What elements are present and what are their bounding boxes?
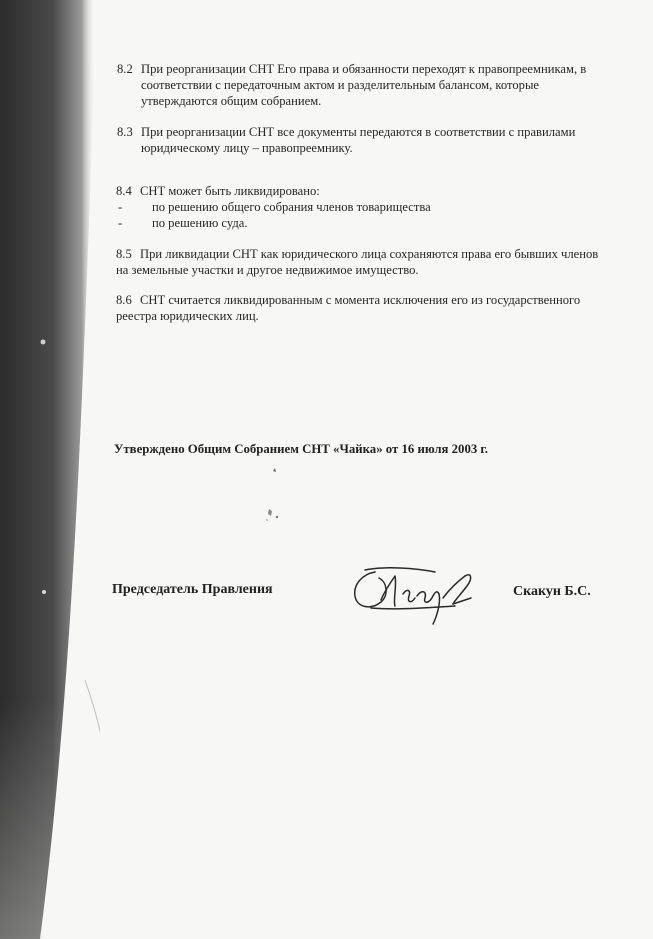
section-text-line: При ликвидации СНТ как юридического лица сохраняются права его бывших членов: [140, 247, 599, 261]
list-dash: -: [118, 200, 123, 214]
section-text-line: СНТ считается ликвидированным с момента исключения его из государственного: [140, 293, 581, 307]
handwritten-signature: [345, 560, 505, 630]
section-text-line: При реорганизации СНТ Его права и обязанности переходят к правопреемникам, в: [141, 62, 587, 76]
signatory-title: Председатель Правления: [112, 582, 273, 597]
section-text-line: на земельные участки и другое недвижимое имущество.: [116, 263, 419, 277]
section-8-3: [117, 124, 575, 156]
list-item: [116, 199, 431, 215]
list-item: [116, 215, 431, 231]
section-text-line: соответствии с передаточным актом и разделительным балансом, которые: [141, 78, 539, 92]
section-8-6: [116, 292, 580, 324]
section-number: 8.4: [116, 184, 132, 198]
scan-specks: [255, 465, 295, 535]
section-intro: СНТ может быть ликвидировано:: [140, 184, 320, 198]
section-text-line: юридическому лицу – правопреемнику.: [141, 141, 353, 155]
section-number: 8.5: [116, 247, 132, 261]
section-8-2: [117, 61, 586, 109]
section-number: 8.6: [116, 293, 132, 307]
section-8-4: [116, 183, 431, 231]
signatory-name: Скакун Б.С.: [513, 584, 591, 599]
list-dash: -: [118, 216, 123, 230]
section-number: 8.3: [117, 125, 133, 139]
list-item-text: по решению суда.: [152, 216, 248, 230]
list-item-text: по решению общего собрания членов товарищества: [152, 200, 431, 214]
section-text-line: реестра юридических лиц.: [116, 309, 259, 323]
scan-shadow: [0, 0, 100, 939]
section-text-line: При реорганизации СНТ все документы передаются в соответствии с правилами: [141, 125, 576, 139]
section-8-5: [116, 246, 598, 278]
section-number: 8.2: [117, 62, 133, 76]
approval-statement: Утверждено Общим Собранием СНТ «Чайка» от 16 июля 2003 г.: [114, 442, 489, 456]
section-text-line: утверждаются общим собранием.: [141, 94, 322, 108]
